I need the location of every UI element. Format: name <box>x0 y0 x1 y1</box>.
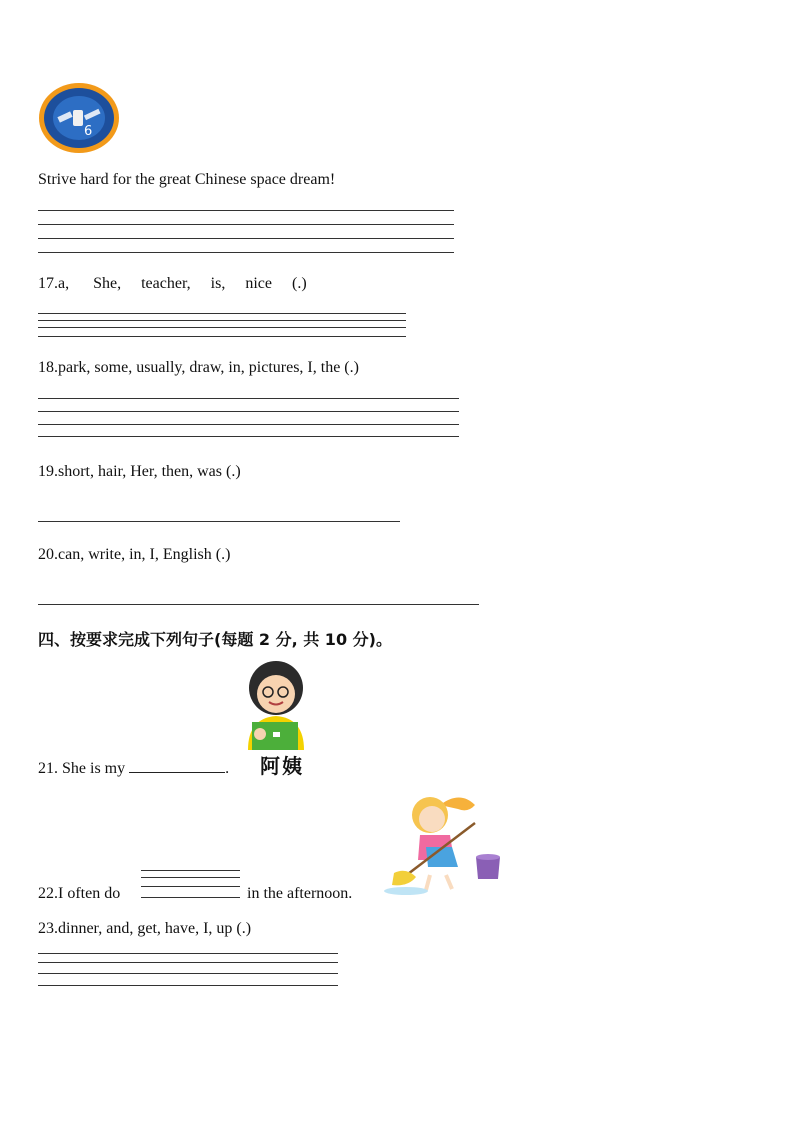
question-21 <box>38 758 229 779</box>
writing-line[interactable] <box>38 985 338 986</box>
q17-word: teacher, <box>141 275 191 292</box>
writing-line[interactable] <box>38 320 406 321</box>
q17-number: 17. <box>38 275 58 292</box>
section-4-heading: 四、按要求完成下列句子(每题 2 分, 共 10 分)。 <box>38 630 392 649</box>
aunt-caption: 阿姨 <box>260 754 304 778</box>
slogan-text: Strive hard for the great Chinese space dream! <box>38 171 336 188</box>
writing-line[interactable] <box>141 897 240 898</box>
aunt-illustration <box>240 660 320 780</box>
q17-word: a, <box>58 275 70 292</box>
writing-line[interactable] <box>38 238 454 239</box>
writing-line[interactable] <box>141 877 240 878</box>
question-19: 19.short, hair, Her, then, was (.) <box>38 463 241 480</box>
writing-line[interactable] <box>38 224 454 225</box>
question-22-suffix: in the afternoon. <box>247 885 353 902</box>
writing-line[interactable] <box>141 886 240 887</box>
q21-suffix: . <box>225 760 230 777</box>
writing-line[interactable] <box>38 436 459 437</box>
question-17 <box>38 274 307 294</box>
q21-prefix: 21. She is my <box>38 760 126 777</box>
mission-logo <box>38 82 120 154</box>
logo-number: 6 <box>84 124 93 139</box>
answer-line[interactable] <box>38 521 400 522</box>
q17-word: She, <box>93 275 122 292</box>
question-18: 18.park, some, usually, draw, in, pictures, I, the (.) <box>38 359 359 376</box>
writing-line[interactable] <box>141 870 240 871</box>
writing-line[interactable] <box>38 424 459 425</box>
answer-line[interactable] <box>38 604 479 605</box>
writing-line[interactable] <box>38 336 406 337</box>
q17-word: (.) <box>291 275 307 292</box>
writing-line[interactable] <box>38 411 459 412</box>
question-20: 20.can, write, in, I, English (.) <box>38 546 231 563</box>
writing-line[interactable] <box>38 252 454 253</box>
q21-blank[interactable] <box>129 758 225 773</box>
question-23: 23.dinner, and, get, have, I, up (.) <box>38 920 252 937</box>
writing-line[interactable] <box>38 973 338 974</box>
writing-line[interactable] <box>38 327 406 328</box>
writing-line[interactable] <box>38 210 454 211</box>
writing-line[interactable] <box>38 962 338 963</box>
writing-line[interactable] <box>38 313 406 314</box>
question-22-prefix: 22.I often do <box>38 885 121 902</box>
q17-word: is, <box>210 275 226 292</box>
writing-line[interactable] <box>38 398 459 399</box>
q17-word: nice <box>245 275 272 292</box>
girl-mopping-illustration <box>380 785 504 900</box>
writing-line[interactable] <box>38 953 338 954</box>
